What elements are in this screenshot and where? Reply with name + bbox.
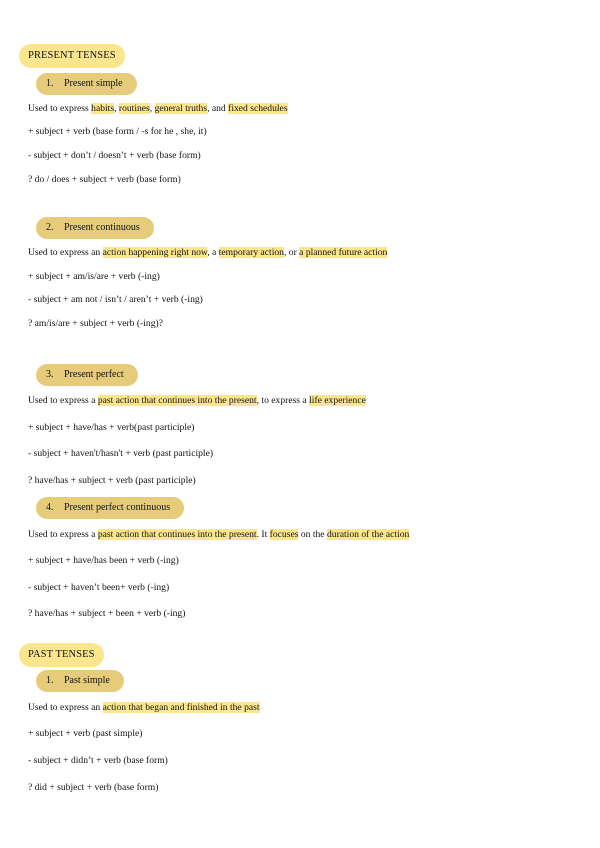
subheading-present-perfect <box>36 364 138 386</box>
usage-line-present-simple <box>28 102 288 116</box>
subheading-title: Present perfect <box>64 369 124 380</box>
usage-line-present-continuous <box>28 246 387 260</box>
highlight: fixed schedules <box>228 103 288 114</box>
usage-text: , and <box>207 103 229 114</box>
subheading-number: 3. <box>46 369 54 380</box>
highlight: duration of the action <box>326 529 410 540</box>
subheading-present-continuous <box>36 217 154 239</box>
subheading-title: Present continuous <box>64 222 140 233</box>
highlight: temporary action <box>218 247 284 258</box>
highlight: life experience <box>309 395 366 406</box>
highlight: routines <box>118 103 150 114</box>
usage-text: , to express a <box>256 395 310 406</box>
question-form: ? did + subject + verb (base form) <box>28 782 159 793</box>
usage-text: , <box>114 103 119 114</box>
subheading-number: 4. <box>46 502 54 513</box>
subheading-past-simple <box>36 670 124 692</box>
usage-text: Used to express an <box>28 702 103 713</box>
highlight: past action that continues into the present <box>97 395 257 406</box>
subheading-number: 1. <box>46 78 54 89</box>
highlight: habits <box>91 103 115 114</box>
highlight: past action that continues into the present <box>97 529 257 540</box>
negative-form: - subject + don’t / doesn’t + verb (base form) <box>28 150 201 161</box>
highlight: focuses <box>269 529 299 540</box>
usage-text: Used to express a <box>28 395 98 406</box>
affirmative-form: + subject + have/has been + verb (-ing) <box>28 555 179 566</box>
usage-text: on the <box>298 529 327 540</box>
usage-text: , a <box>207 247 219 258</box>
usage-text: , <box>149 103 155 114</box>
negative-form: - subject + didn’t + verb (base form) <box>28 755 168 766</box>
highlight: a planned future action <box>299 247 388 258</box>
usage-line-past-simple <box>28 701 260 715</box>
highlight: action happening right now <box>102 247 208 258</box>
subheading-title: Past simple <box>64 675 110 686</box>
negative-form: - subject + haven't/hasn't + verb (past participle) <box>28 448 214 459</box>
question-form: ? do / does + subject + verb (base form) <box>28 174 181 185</box>
question-form: ? have/has + subject + verb (past participle) <box>28 475 196 486</box>
subheading-title: Present simple <box>64 78 123 89</box>
usage-text: Used to express a <box>28 529 98 540</box>
usage-text: , or <box>283 247 300 258</box>
affirmative-form: + subject + verb (past simple) <box>28 728 143 739</box>
affirmative-form: + subject + have/has + verb(past participle) <box>28 422 195 433</box>
usage-text: Used to express <box>28 103 92 114</box>
subheading-title: Present perfect continuous <box>64 502 171 513</box>
question-form: ? am/is/are + subject + verb (-ing)? <box>28 318 163 329</box>
subheading-present-perfect-continuous <box>36 497 184 519</box>
highlight: action that began and finished in the past <box>102 702 260 713</box>
subheading-number: 1. <box>46 675 54 686</box>
subheading-present-simple <box>36 73 137 95</box>
affirmative-form: + subject + verb (base form / -s for he , she, it) <box>28 126 207 137</box>
section-heading-past: PAST TENSES <box>19 643 104 667</box>
negative-form: - subject + haven’t been+ verb (-ing) <box>28 582 170 593</box>
subheading-number: 2. <box>46 222 54 233</box>
usage-text: Used to express an <box>28 247 103 258</box>
negative-form: - subject + am not / isn’t / aren’t + verb (-ing) <box>28 294 203 305</box>
affirmative-form: + subject + am/is/are + verb (-ing) <box>28 271 160 282</box>
section-heading-present: PRESENT TENSES <box>19 44 125 68</box>
usage-line-present-perfect-continuous <box>28 528 409 542</box>
usage-text: . It <box>256 529 270 540</box>
highlight: general truths <box>154 103 208 114</box>
question-form: ? have/has + subject + been + verb (-ing) <box>28 608 186 619</box>
usage-line-present-perfect <box>28 394 366 408</box>
